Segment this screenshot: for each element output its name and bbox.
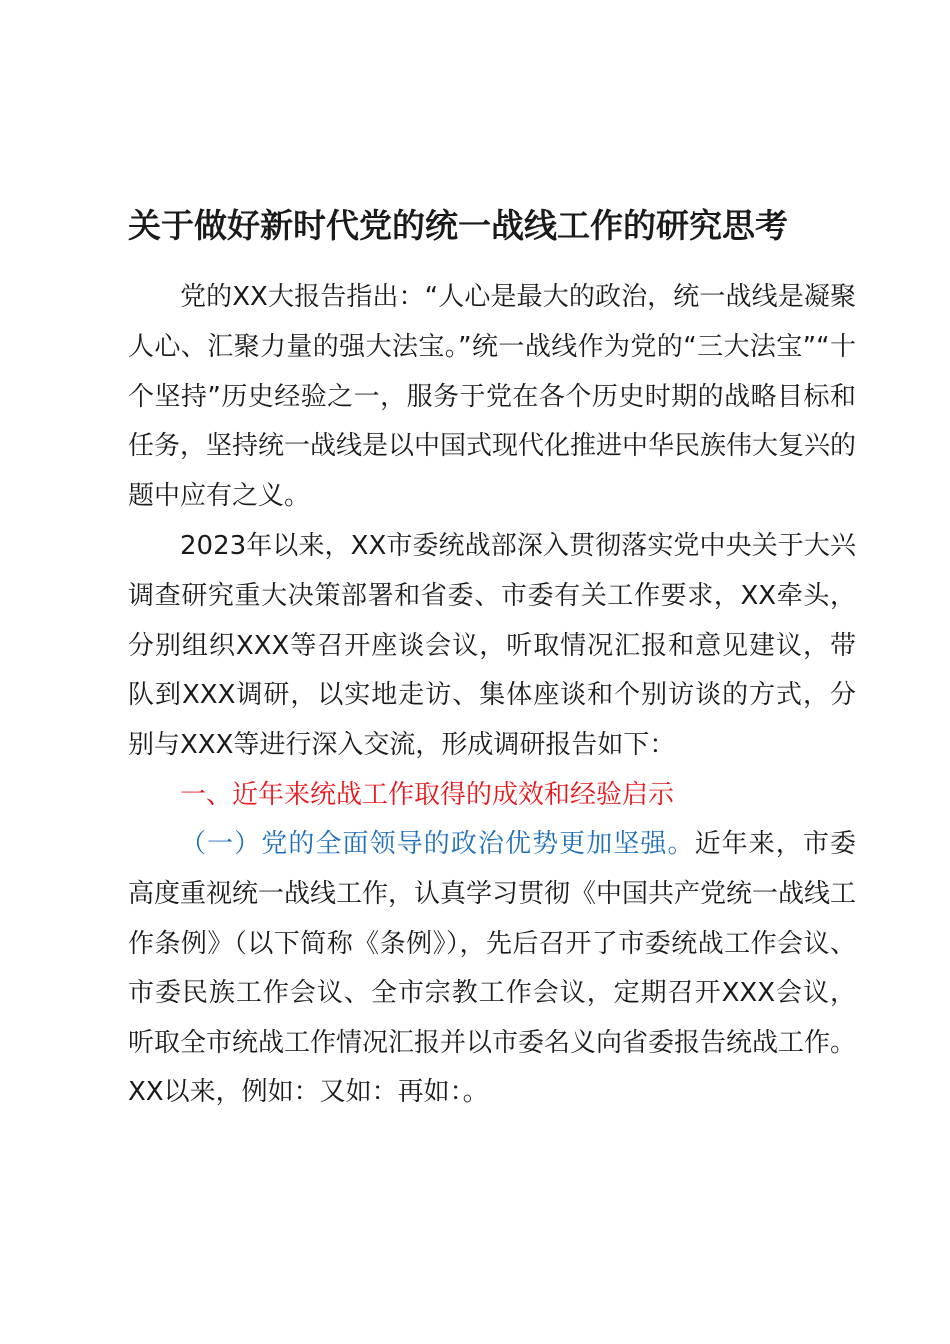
- paragraph-intro: 党的XX大报告指出：“人心是最大的政治，统一战线是凝聚人心、汇聚力量的强大法宝。”统一战线作为党的“三大法宝”“十个坚持”历史经验之一，服务于党在各个历史时期的战略目标和任务，坚持统一战线是以中国式现代化推进中华民族伟大复兴的题中应有之义。: [128, 282, 857, 512]
- paragraph-party-leadership-text: 近年来，市委高度重视统一战线工作，认真学习贯彻《中国共产党统一战线工作条例》（以下简称《条例》），先后召开了市委统战工作会议、市委民族工作会议、全市宗教工作会议，定期召开XXX会议，听取全市统战工作情况汇报并以市委名义向省委报告统战工作。: [128, 829, 857, 1059]
- document-title: 关于做好新时代党的统一战线工作的研究思考: [128, 206, 788, 245]
- paragraph-examples: XX以来，例如：又如：再如：。: [128, 1077, 489, 1107]
- paragraph-party-leadership: [128, 820, 856, 1069]
- subsection-heading-party-leadership: （一）党的全面领导的政治优势更加坚强。: [180, 829, 695, 859]
- paragraph-research-background: 2023年以来，XX市委统战部深入贯彻落实党中央关于大兴调查研究重大决策部署和省委、市委有关工作要求，XX牵头，分别组织XXX等召开座谈会议，听取情况汇报和意见建议，带队到XXX调研，以实地走访、集体座谈和个别访谈的方式，分别与XXX等进行深入交流，形成调研报告如下：: [128, 531, 856, 761]
- section-heading-achievements: 一、近年来统战工作取得的成效和经验启示: [180, 780, 675, 810]
